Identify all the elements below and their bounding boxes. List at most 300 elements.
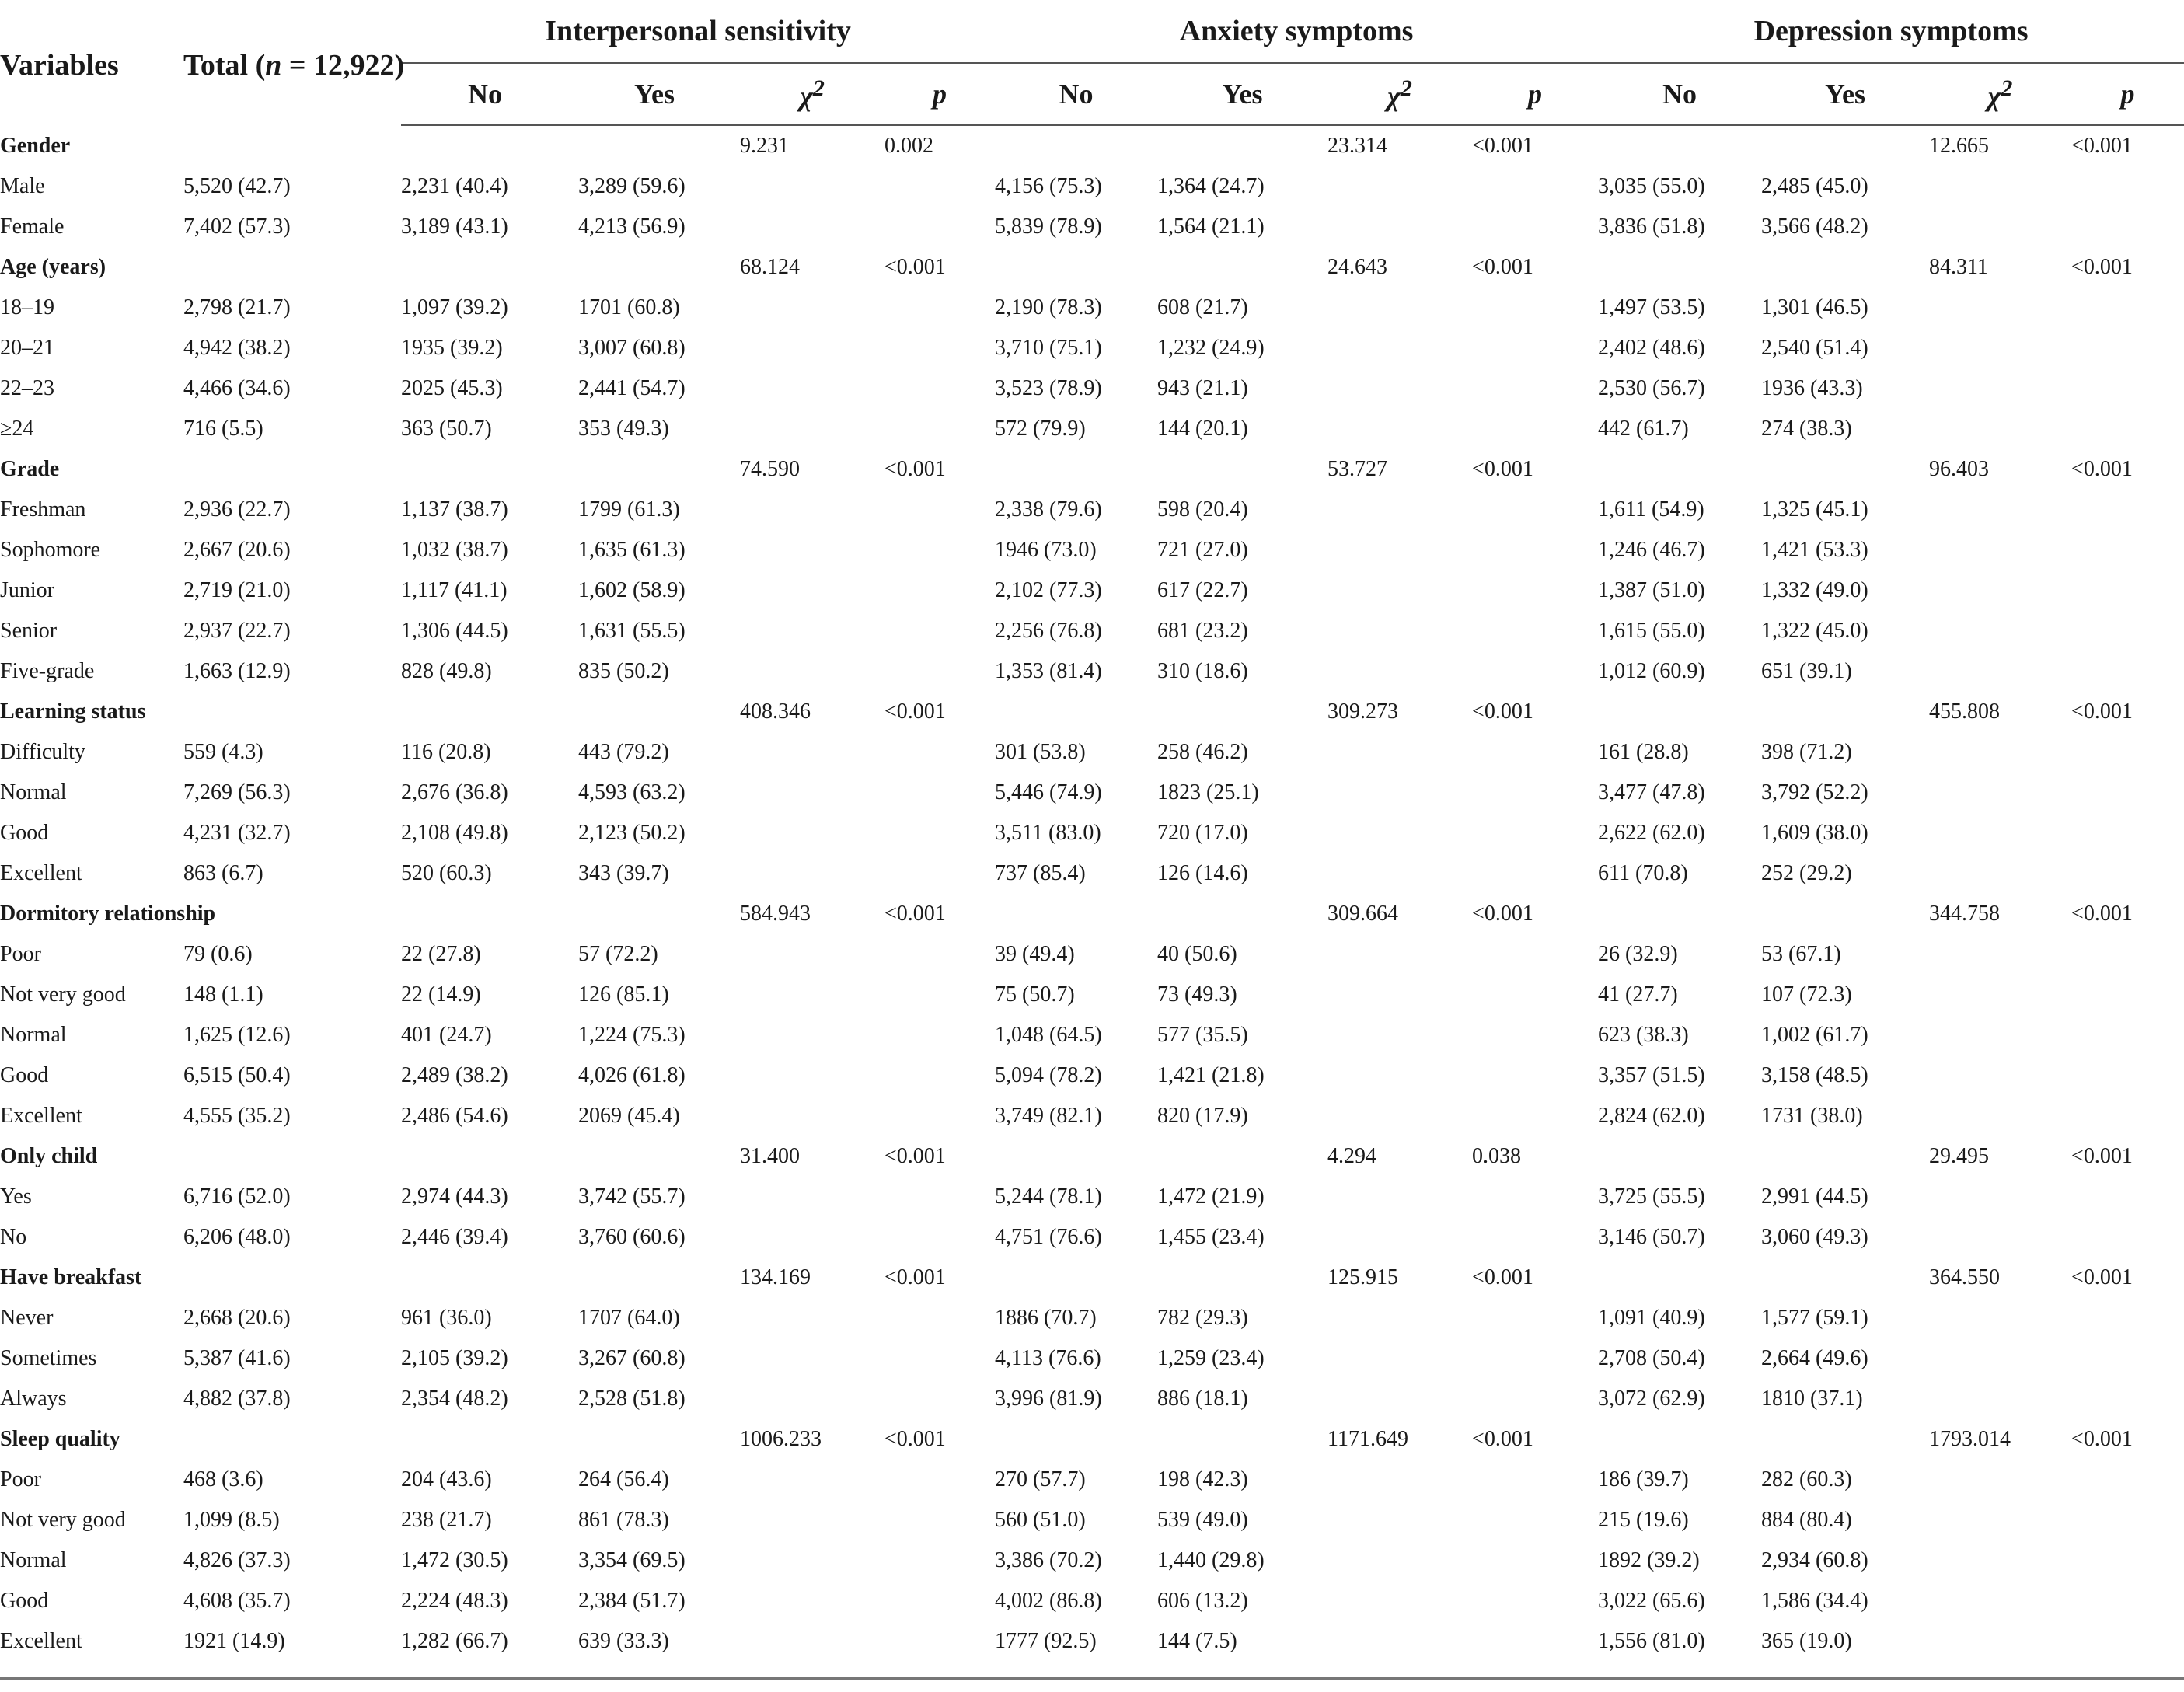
category-label: Dormitory relationship [0,902,216,926]
header-variables: Variables [0,49,119,82]
cell-anx-chi-square [1327,328,1472,368]
cell-is-p [884,1338,995,1379]
cell-is-yes: 835 (50.2) [578,659,669,683]
cell-anx-no: 4,156 (75.3) [995,174,1102,198]
cell-anx-p [1472,1621,1598,1662]
cell-anx-no: 270 (57.7) [995,1467,1086,1491]
cell-dep-no: 1,387 (51.0) [1598,578,1705,602]
cell-anx-chi-square [1327,368,1472,409]
cell-is-no [401,1258,569,1298]
table-bottom-rule [0,1677,2184,1680]
cell-anx-no: 301 (53.8) [995,740,1086,764]
cell-is-yes: 861 (78.3) [578,1508,669,1532]
cell-dep-p [2071,1096,2184,1136]
cell-is-chi-square [740,1096,884,1136]
cell-is-no: 1,137 (38.7) [401,497,508,522]
cell-is-no [401,247,569,288]
cell-anx-p: <0.001 [1472,699,1533,724]
cell-is-chi-square [740,530,884,570]
cell-anx-yes [1157,894,1327,934]
cell-anx-yes: 310 (18.6) [1157,659,1248,683]
cell-dep-no [1598,125,1761,166]
cell-total [183,1258,401,1298]
cell-dep-yes: 1810 (37.1) [1761,1387,1863,1411]
cell-anx-yes: 1,232 (24.9) [1157,336,1265,360]
cell-is-chi-square [740,975,884,1015]
cell-total: 4,555 (35.2) [183,1104,291,1128]
cell-anx-yes: 598 (20.4) [1157,497,1248,522]
cell-anx-p [1472,1055,1598,1096]
cell-dep-no [1598,1419,1761,1460]
cell-dep-p: <0.001 [2071,457,2133,481]
cell-is-chi-square [740,651,884,692]
row-label: No [0,1225,27,1249]
table-row [0,1217,2184,1258]
cell-anx-chi-square [1327,773,1472,813]
cell-is-yes: 1,602 (58.9) [578,578,686,602]
cell-is-no: 1,117 (41.1) [401,578,508,602]
cell-anx-p [1472,1540,1598,1581]
cell-anx-no: 1777 (92.5) [995,1629,1097,1653]
header-is-p: p [884,63,995,125]
cell-dep-chi-square [1929,975,2071,1015]
cell-is-chi-square [740,1581,884,1621]
cell-is-yes: 126 (85.1) [578,982,669,1006]
cell-is-p [884,853,995,894]
cell-dep-yes [1761,125,1929,166]
cell-anx-yes: 943 (21.1) [1157,376,1248,400]
cell-anx-yes: 1,455 (23.4) [1157,1225,1265,1249]
cell-anx-p [1472,1298,1598,1338]
cell-is-no: 1,306 (44.5) [401,619,508,643]
cell-total: 4,882 (37.8) [183,1387,291,1411]
table-row [0,1055,2184,1096]
cell-is-no: 2,231 (40.4) [401,174,508,198]
cell-anx-yes: 1,364 (24.7) [1157,174,1265,198]
cell-dep-chi-square [1929,1540,2071,1581]
category-row [0,449,2184,490]
cell-anx-yes: 782 (29.3) [1157,1306,1248,1330]
cell-anx-yes: 720 (17.0) [1157,821,1248,845]
cell-dep-no: 186 (39.7) [1598,1467,1689,1491]
row-label: Excellent [0,1629,82,1653]
table-row [0,368,2184,409]
cell-is-no: 238 (21.7) [401,1508,492,1532]
cell-dep-p [2071,934,2184,975]
cell-anx-chi-square [1327,1177,1472,1217]
cell-dep-chi-square [1929,1581,2071,1621]
cell-is-yes: 443 (79.2) [578,740,669,764]
cell-dep-p [2071,1217,2184,1258]
cell-total [183,247,401,288]
cell-dep-yes: 274 (38.3) [1761,417,1852,441]
cell-dep-chi-square [1929,1217,2071,1258]
cell-dep-yes: 2,664 (49.6) [1761,1346,1868,1370]
header-anx-chi-square: $\chi^2$ [1327,63,1472,125]
table-row [0,570,2184,611]
cell-dep-p [2071,328,2184,368]
cell-dep-yes: 3,566 (48.2) [1761,215,1868,239]
cell-is-chi-square [740,813,884,853]
cell-is-p [884,611,995,651]
cell-anx-p [1472,328,1598,368]
cell-anx-yes [1157,247,1327,288]
cell-dep-yes [1761,692,1929,732]
table-row [0,975,2184,1015]
cell-dep-yes: 1,301 (46.5) [1761,295,1868,319]
cell-is-yes: 57 (72.2) [578,942,658,966]
cell-anx-no [995,894,1157,934]
cell-anx-chi-square [1327,207,1472,247]
cell-dep-no: 3,146 (50.7) [1598,1225,1705,1249]
cell-anx-chi-square [1327,1217,1472,1258]
cell-anx-no: 2,190 (78.3) [995,295,1102,319]
cell-dep-yes: 1,322 (45.0) [1761,619,1868,643]
cell-dep-yes: 1,609 (38.0) [1761,821,1868,845]
row-label: Not very good [0,1508,126,1532]
table-row [0,773,2184,813]
header-dep-p: p [2071,63,2184,125]
cell-anx-no: 5,094 (78.2) [995,1063,1102,1087]
table-row [0,853,2184,894]
cell-is-yes: 3,267 (60.8) [578,1346,686,1370]
cell-anx-yes [1157,1258,1327,1298]
cell-is-no [401,125,569,166]
cell-anx-p: <0.001 [1472,255,1533,279]
cell-is-yes [569,894,740,934]
row-label: Normal [0,780,67,804]
cell-anx-no: 5,839 (78.9) [995,215,1102,239]
table-row [0,1621,2184,1662]
cell-dep-p: <0.001 [2071,1144,2133,1168]
cell-anx-chi-square: 24.643 [1327,255,1388,279]
cell-total: 4,942 (38.2) [183,336,291,360]
cell-dep-p [2071,1460,2184,1500]
cell-total: 1921 (14.9) [183,1629,285,1653]
cell-is-chi-square [740,732,884,773]
row-label: Normal [0,1548,67,1572]
row-label: Not very good [0,982,126,1006]
cell-is-no: 1935 (39.2) [401,336,503,360]
cell-dep-p [2071,1015,2184,1055]
cell-is-yes [569,449,740,490]
cell-is-yes: 343 (39.7) [578,861,669,885]
cell-is-yes [569,1136,740,1177]
cell-is-chi-square [740,934,884,975]
cell-dep-chi-square [1929,1177,2071,1217]
cell-anx-p [1472,813,1598,853]
cell-is-no: 828 (49.8) [401,659,492,683]
cell-anx-yes [1157,1419,1327,1460]
cell-dep-p: <0.001 [2071,902,2133,926]
table-body [0,125,2184,1662]
cell-is-chi-square [740,1379,884,1419]
cell-is-p [884,570,995,611]
cell-dep-p [2071,975,2184,1015]
cell-dep-chi-square [1929,1096,2071,1136]
cell-is-chi-square [740,1177,884,1217]
cell-is-p [884,813,995,853]
cell-is-chi-square: 31.400 [740,1144,800,1168]
cell-is-chi-square [740,1298,884,1338]
cell-is-yes [569,1258,740,1298]
cell-total: 6,716 (52.0) [183,1184,291,1209]
table-row [0,166,2184,207]
cell-is-chi-square [740,570,884,611]
cell-is-chi-square [740,611,884,651]
cell-anx-p [1472,530,1598,570]
cell-is-no [401,1419,569,1460]
cell-anx-no: 3,386 (70.2) [995,1548,1102,1572]
cell-is-yes: 1,635 (61.3) [578,538,686,562]
cell-dep-chi-square [1929,611,2071,651]
cell-anx-yes: 258 (46.2) [1157,740,1248,764]
cell-dep-no: 2,708 (50.4) [1598,1346,1705,1370]
cell-dep-p [2071,732,2184,773]
cell-total: 716 (5.5) [183,417,263,441]
cell-dep-p: <0.001 [2071,1427,2133,1451]
cell-is-yes: 2,123 (50.2) [578,821,686,845]
cell-is-p: <0.001 [884,1427,946,1451]
cell-dep-p [2071,1298,2184,1338]
row-label: Poor [0,942,41,966]
table-row [0,651,2184,692]
header-total: Total (n = 12,922) [183,49,405,82]
cell-is-yes: 2,384 (51.7) [578,1589,686,1613]
cell-dep-no: 1,246 (46.7) [1598,538,1705,562]
cell-anx-chi-square: 4.294 [1327,1144,1377,1168]
cell-anx-p: <0.001 [1472,1427,1533,1451]
cell-is-chi-square: 134.169 [740,1265,811,1289]
cell-dep-p [2071,1621,2184,1662]
cell-dep-no: 3,072 (62.9) [1598,1387,1705,1411]
cell-anx-chi-square [1327,490,1472,530]
cell-dep-no [1598,1136,1761,1177]
header-anxiety-symptoms: Anxiety symptoms [995,0,1598,63]
cell-is-no: 1,032 (38.7) [401,538,508,562]
row-label: Excellent [0,861,82,885]
cell-dep-yes: 2,934 (60.8) [1761,1548,1868,1572]
cell-anx-p [1472,1217,1598,1258]
cell-is-yes: 3,007 (60.8) [578,336,686,360]
cell-dep-chi-square [1929,732,2071,773]
row-label: Poor [0,1467,41,1491]
cell-anx-no: 1946 (73.0) [995,538,1097,562]
cell-dep-yes: 398 (71.2) [1761,740,1852,764]
cell-total: 148 (1.1) [183,982,263,1006]
cell-anx-chi-square [1327,1500,1472,1540]
cell-anx-yes: 886 (18.1) [1157,1387,1248,1411]
cell-anx-no [995,1136,1157,1177]
cell-dep-chi-square [1929,1500,2071,1540]
table-row [0,207,2184,247]
table-row [0,530,2184,570]
cell-total: 1,099 (8.5) [183,1508,280,1532]
cell-anx-chi-square [1327,1460,1472,1500]
cell-dep-chi-square: 344.758 [1929,902,2001,926]
cell-dep-p [2071,1581,2184,1621]
cell-anx-chi-square: 1171.649 [1327,1427,1408,1451]
cell-is-chi-square [740,1217,884,1258]
cell-is-yes: 2,441 (54.7) [578,376,686,400]
cell-is-yes: 1,224 (75.3) [578,1023,686,1047]
table-row [0,813,2184,853]
cell-anx-no: 3,511 (83.0) [995,821,1101,845]
cell-dep-p [2071,570,2184,611]
cell-anx-no: 2,338 (79.6) [995,497,1102,522]
cell-is-p [884,1540,995,1581]
cell-is-p [884,1055,995,1096]
cell-dep-yes: 282 (60.3) [1761,1467,1852,1491]
category-label: Only child [0,1144,98,1168]
cell-dep-p [2071,288,2184,328]
cell-dep-no [1598,449,1761,490]
category-row [0,1136,2184,1177]
cell-dep-no: 215 (19.6) [1598,1508,1689,1532]
cell-is-chi-square: 74.590 [740,457,800,481]
cell-anx-no: 3,749 (82.1) [995,1104,1102,1128]
cell-is-no [401,692,569,732]
cell-total [183,1419,401,1460]
cell-is-chi-square [740,288,884,328]
cell-dep-yes: 2,991 (44.5) [1761,1184,1868,1209]
cell-anx-no [995,449,1157,490]
cell-dep-p [2071,409,2184,449]
cell-total: 2,668 (20.6) [183,1306,291,1330]
cell-anx-no: 4,113 (76.6) [995,1346,1101,1370]
table-row [0,1500,2184,1540]
cell-anx-chi-square [1327,1338,1472,1379]
cell-dep-chi-square [1929,166,2071,207]
cell-is-p [884,773,995,813]
cell-anx-yes: 606 (13.2) [1157,1589,1248,1613]
cell-anx-p: <0.001 [1472,1265,1533,1289]
cell-anx-p: <0.001 [1472,134,1533,158]
cell-anx-chi-square [1327,611,1472,651]
table-row [0,934,2184,975]
cell-is-p [884,1460,995,1500]
cell-total: 2,937 (22.7) [183,619,291,643]
cell-total: 7,269 (56.3) [183,780,291,804]
cell-total: 6,206 (48.0) [183,1225,291,1249]
cell-is-p [884,1217,995,1258]
cell-dep-p [2071,490,2184,530]
cell-dep-yes [1761,449,1929,490]
cell-dep-yes [1761,1136,1929,1177]
cell-total: 7,402 (57.3) [183,215,291,239]
cell-is-p: <0.001 [884,902,946,926]
row-label: Good [0,1589,49,1613]
cell-is-yes [569,125,740,166]
cell-dep-chi-square [1929,288,2071,328]
cell-anx-yes: 539 (49.0) [1157,1508,1248,1532]
cell-anx-yes: 198 (42.3) [1157,1467,1248,1491]
table-row [0,409,2184,449]
cell-dep-p [2071,651,2184,692]
cell-anx-no [995,247,1157,288]
cell-anx-chi-square [1327,166,1472,207]
cell-total [183,125,401,166]
cell-anx-chi-square: 23.314 [1327,134,1388,158]
category-row [0,1419,2184,1460]
cell-total: 468 (3.6) [183,1467,263,1491]
cell-is-no: 2,974 (44.3) [401,1184,508,1209]
cell-anx-no [995,692,1157,732]
cell-is-yes: 3,742 (55.7) [578,1184,686,1209]
header-dep-yes: Yes [1761,63,1929,125]
row-label: Female [0,215,65,239]
cell-anx-no: 4,002 (86.8) [995,1589,1102,1613]
cell-is-chi-square [740,1621,884,1662]
cell-anx-yes: 1,472 (21.9) [1157,1184,1265,1209]
cell-anx-no: 3,996 (81.9) [995,1387,1102,1411]
cell-total: 2,936 (22.7) [183,497,291,522]
table-row [0,1015,2184,1055]
cell-dep-p [2071,1379,2184,1419]
cell-anx-p [1472,1015,1598,1055]
cell-is-no: 1,097 (39.2) [401,295,508,319]
category-label: Have breakfast [0,1265,142,1289]
cell-dep-chi-square: 96.403 [1929,457,1990,481]
cell-anx-p [1472,570,1598,611]
category-label: Grade [0,457,60,481]
category-label: Age (years) [0,255,106,279]
cell-dep-chi-square [1929,1338,2071,1379]
cell-anx-yes: 1823 (25.1) [1157,780,1259,804]
cell-dep-yes: 1,421 (53.3) [1761,538,1868,562]
cell-total: 1,663 (12.9) [183,659,291,683]
table-row [0,490,2184,530]
row-label: Junior [0,578,54,602]
cell-anx-yes [1157,1136,1327,1177]
cell-anx-p [1472,934,1598,975]
cell-dep-p [2071,773,2184,813]
cell-anx-chi-square [1327,1055,1472,1096]
cell-anx-chi-square [1327,934,1472,975]
cell-dep-yes: 53 (67.1) [1761,942,1841,966]
cell-anx-chi-square [1327,853,1472,894]
cell-dep-no: 2,622 (62.0) [1598,821,1705,845]
cell-dep-chi-square [1929,853,2071,894]
table-row [0,328,2184,368]
cell-anx-p: 0.038 [1472,1144,1522,1168]
cell-dep-chi-square [1929,1055,2071,1096]
cell-is-yes: 1,631 (55.5) [578,619,686,643]
cell-is-yes: 2069 (45.4) [578,1104,680,1128]
cell-dep-no: 611 (70.8) [1598,861,1688,885]
cell-total: 4,826 (37.3) [183,1548,291,1572]
cell-dep-chi-square [1929,1460,2071,1500]
cell-dep-chi-square [1929,1621,2071,1662]
cell-is-chi-square [740,409,884,449]
cell-dep-chi-square [1929,773,2071,813]
cell-dep-yes: 1936 (43.3) [1761,376,1863,400]
cell-total: 2,667 (20.6) [183,538,291,562]
cell-dep-p [2071,813,2184,853]
cell-dep-no: 623 (38.3) [1598,1023,1689,1047]
cell-anx-chi-square [1327,651,1472,692]
cell-anx-no: 1,048 (64.5) [995,1023,1102,1047]
category-row [0,692,2184,732]
cell-dep-no: 1,012 (60.9) [1598,659,1705,683]
cell-anx-chi-square [1327,570,1472,611]
cell-anx-no: 572 (79.9) [995,417,1086,441]
cell-dep-no: 2,402 (48.6) [1598,336,1705,360]
cell-anx-no: 3,710 (75.1) [995,336,1102,360]
cell-dep-chi-square [1929,409,2071,449]
cell-dep-no: 1892 (39.2) [1598,1548,1700,1572]
cell-dep-yes [1761,1419,1929,1460]
